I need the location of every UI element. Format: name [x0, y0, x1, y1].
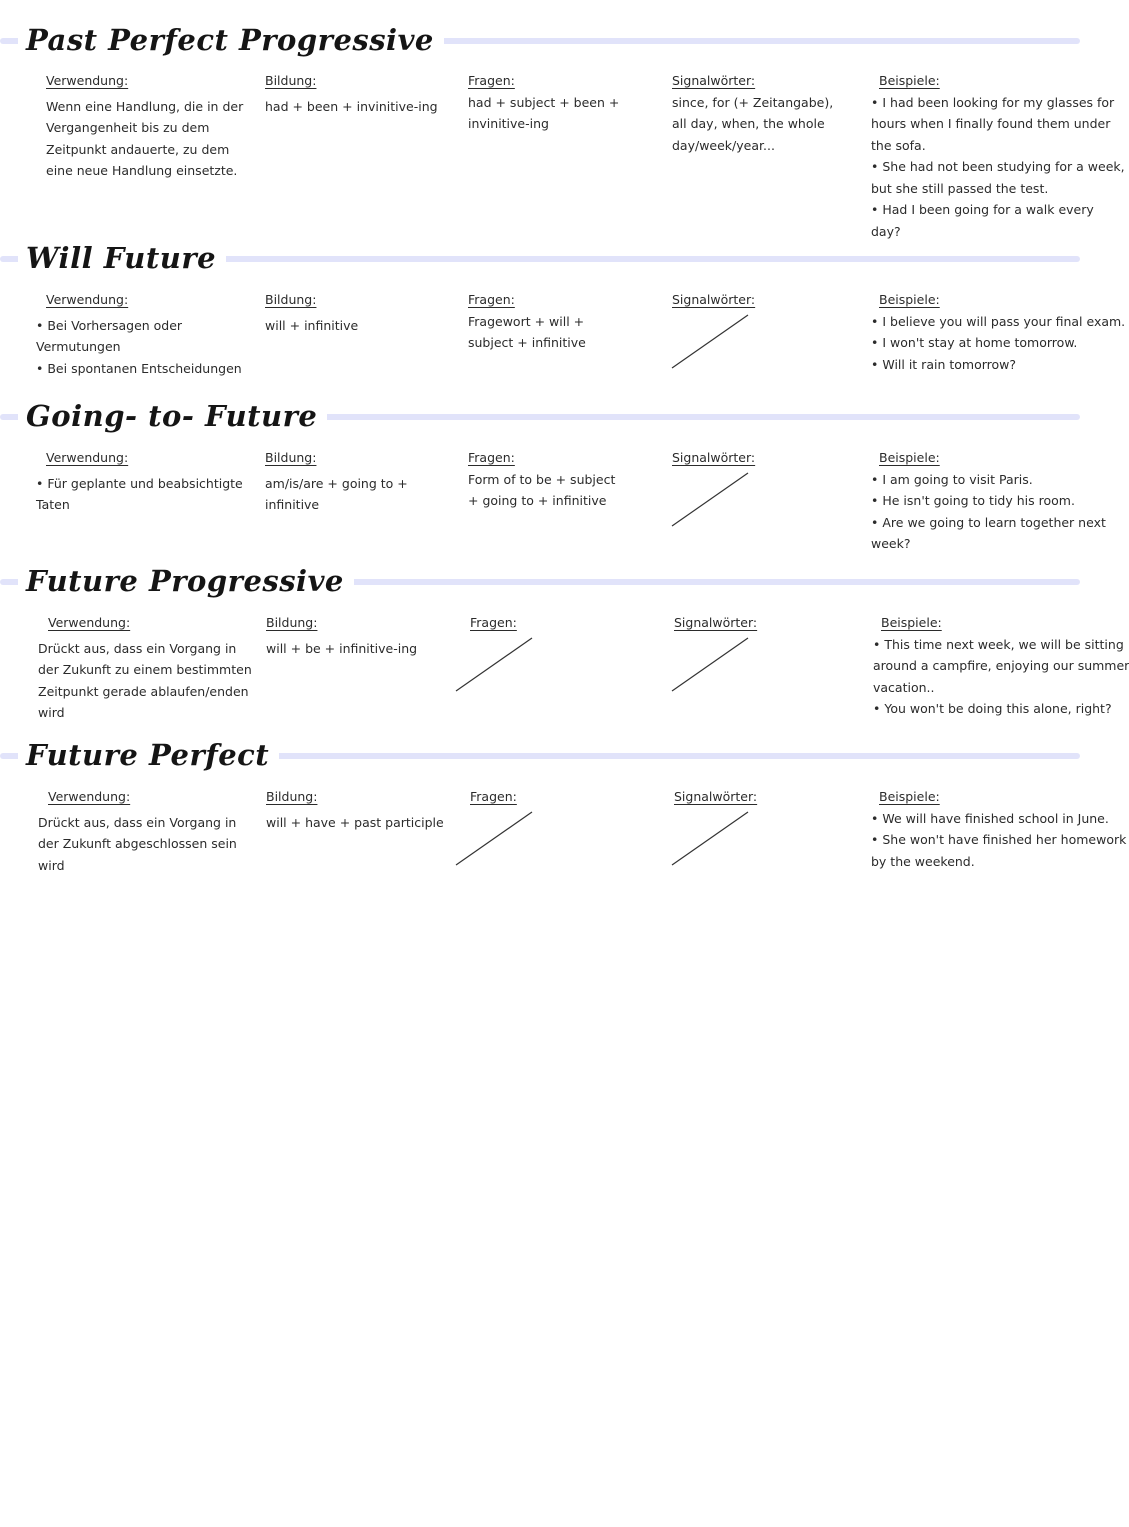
signalwoerter-heading: Signalwörter:	[672, 450, 756, 465]
bildung-column	[265, 447, 408, 516]
bildung-heading: Bildung:	[266, 615, 318, 630]
verwendung-line: Drückt aus, dass ein Vorgang in	[38, 640, 237, 656]
bildung-line: am/is/are + going to +	[265, 475, 408, 491]
fragen-column	[456, 786, 536, 866]
verwendung-line: der Zukunft zu einem bestimmten	[38, 662, 252, 677]
verwendung-line: eine neue Handlung einsetzte.	[46, 163, 238, 178]
verwendung-line: Drückt aus, dass ein Vorgang in	[38, 814, 237, 830]
fragen-column	[468, 447, 615, 512]
bildung-line: infinitive	[265, 497, 320, 512]
diagonal-slash-icon	[672, 810, 752, 866]
bildung-line: will + infinitive	[265, 317, 359, 333]
bildung-heading: Bildung:	[266, 789, 318, 804]
verwendung-column	[36, 447, 243, 516]
bildung-column	[265, 70, 438, 117]
beispiele-column	[873, 612, 1129, 720]
verwendung-heading: Verwendung:	[46, 450, 129, 465]
verwendung-line: Taten	[36, 497, 70, 512]
beispiel-line: • Will it rain tomorrow?	[871, 354, 1125, 376]
section-title: Going- to- Future	[18, 396, 327, 436]
verwendung-heading: Verwendung:	[46, 292, 129, 307]
verwendung-line: Zeitpunkt gerade ablaufen/enden	[38, 683, 249, 699]
signalwoerter-heading: Signalwörter:	[672, 73, 756, 88]
signalwoerter-column	[672, 289, 755, 369]
verwendung-line: • Für geplante und beabsichtigte	[36, 473, 243, 495]
verwendung-line: Vermutungen	[36, 339, 121, 354]
beispiel-line: • We will have finished school in June.	[871, 808, 1126, 830]
verwendung-line: wird	[38, 705, 65, 720]
bildung-heading: Bildung:	[265, 450, 317, 465]
beispiele-heading: Beispiele:	[879, 789, 940, 804]
beispiele-column	[871, 289, 1125, 375]
beispiel-line: • I believe you will pass your final exam.	[871, 311, 1125, 333]
section-title: Past Perfect Progressive	[18, 20, 444, 60]
beispiel-line: • You won't be doing this alone, right?	[873, 698, 1129, 720]
verwendung-line: Zeitpunkt andauerte, zu dem	[46, 141, 230, 157]
beispiel-line: by the weekend.	[871, 853, 975, 869]
signalwoerter-heading: Signalwörter:	[674, 789, 758, 804]
beispiel-line: day?	[871, 223, 901, 239]
section-title-row	[0, 20, 1080, 64]
signalwoerter-line: day/week/year...	[672, 137, 775, 153]
signalwoerter-column	[672, 70, 833, 156]
fragen-column	[468, 70, 619, 135]
signalwoerter-column	[672, 447, 755, 527]
beispiel-line: hours when I finally found them under	[871, 116, 1111, 131]
fragen-column	[468, 289, 586, 354]
beispiel-line: • I had been looking for my glasses for	[871, 92, 1125, 114]
beispiel-line: week?	[871, 536, 911, 551]
diagonal-slash-icon	[672, 313, 752, 369]
diagonal-slash-icon	[672, 471, 752, 527]
verwendung-line: Vergangenheit bis zu dem	[46, 120, 210, 135]
signalwoerter-column	[672, 612, 757, 692]
fragen-line: + going to + infinitive	[468, 493, 607, 508]
fragen-line: had + subject + been +	[468, 94, 620, 110]
beispiele-heading: Beispiele:	[879, 450, 940, 465]
signalwoerter-heading: Signalwörter:	[674, 615, 758, 630]
diagonal-slash-icon	[456, 810, 536, 866]
fragen-line: Fragewort + will +	[468, 313, 585, 329]
verwendung-line: Wenn eine Handlung, die in der	[46, 98, 244, 114]
diagonal-slash-icon	[672, 636, 752, 692]
bildung-column	[265, 289, 358, 336]
bildung-column	[266, 612, 417, 659]
verwendung-column	[46, 70, 243, 182]
verwendung-line: • Bei Vorhersagen oder	[36, 315, 242, 337]
verwendung-column	[38, 786, 237, 876]
section-title: Future Progressive	[18, 561, 354, 601]
beispiel-line: vacation..	[873, 679, 935, 695]
beispiele-column	[871, 70, 1125, 242]
beispiel-line: around a campfire, enjoying our summer	[873, 658, 1129, 673]
beispiel-line: the sofa.	[871, 137, 926, 153]
beispiele-heading: Beispiele:	[879, 73, 940, 88]
verwendung-line: wird	[38, 857, 65, 873]
fragen-line: Form of to be + subject	[468, 471, 616, 487]
beispiel-line: • This time next week, we will be sitting	[873, 634, 1129, 656]
verwendung-heading: Verwendung:	[46, 73, 129, 88]
fragen-line: invinitive-ing	[468, 116, 549, 131]
beispiel-line: • He isn't going to tidy his room.	[871, 490, 1106, 512]
beispiel-line: • She had not been studying for a week,	[871, 156, 1125, 178]
bildung-heading: Bildung:	[265, 292, 317, 307]
beispiele-column	[871, 786, 1126, 872]
bildung-line: will + have + past participle	[266, 814, 444, 830]
section-title-row	[0, 561, 1080, 605]
verwendung-column	[36, 289, 242, 379]
fragen-heading: Fragen:	[468, 292, 515, 307]
fragen-heading: Fragen:	[470, 615, 517, 630]
beispiel-line: • Had I been going for a walk every	[871, 199, 1125, 221]
section-title: Will Future	[18, 238, 226, 278]
section-title: Future Perfect	[18, 735, 279, 775]
bildung-heading: Bildung:	[265, 73, 317, 88]
verwendung-line: der Zukunft abgeschlossen sein	[38, 836, 237, 851]
section-title-row	[0, 238, 1080, 282]
beispiel-line: • She won't have finished her homework	[871, 829, 1126, 851]
signalwoerter-column	[672, 786, 757, 866]
beispiele-heading: Beispiele:	[879, 292, 940, 307]
beispiele-column	[871, 447, 1106, 555]
bildung-line: will + be + infinitive-ing	[266, 640, 418, 656]
verwendung-heading: Verwendung:	[48, 615, 131, 630]
verwendung-column	[38, 612, 252, 724]
fragen-column	[456, 612, 536, 692]
beispiel-line: but she still passed the test.	[871, 180, 1049, 196]
verwendung-heading: Verwendung:	[48, 789, 131, 804]
fragen-heading: Fragen:	[470, 789, 517, 804]
signalwoerter-line: since, for (+ Zeitangabe),	[672, 94, 834, 110]
bildung-line: had + been + invinitive-ing	[265, 98, 438, 114]
fragen-line: subject + infinitive	[468, 335, 586, 350]
section-title-row	[0, 396, 1080, 440]
signalwoerter-heading: Signalwörter:	[672, 292, 756, 307]
section-title-row	[0, 735, 1080, 779]
verwendung-line: • Bei spontanen Entscheidungen	[36, 358, 242, 380]
beispiel-line: • I am going to visit Paris.	[871, 469, 1106, 491]
beispiel-line: • Are we going to learn together next	[871, 512, 1106, 534]
signalwoerter-line: all day, when, the whole	[672, 116, 825, 131]
fragen-heading: Fragen:	[468, 73, 515, 88]
beispiel-line: • I won't stay at home tomorrow.	[871, 332, 1125, 354]
beispiele-heading: Beispiele:	[881, 615, 942, 630]
fragen-heading: Fragen:	[468, 450, 515, 465]
bildung-column	[266, 786, 444, 833]
diagonal-slash-icon	[456, 636, 536, 692]
